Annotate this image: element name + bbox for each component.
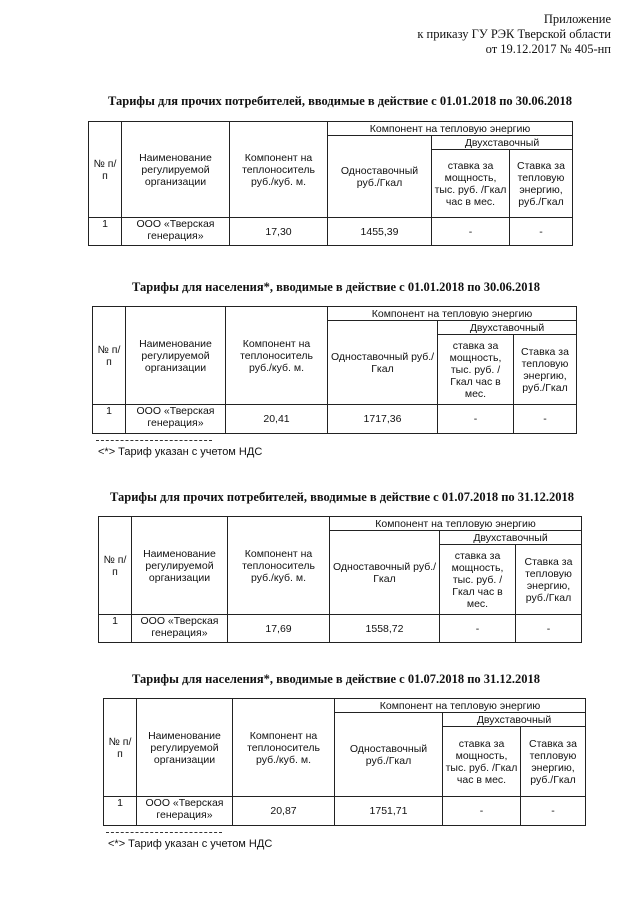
col-header-energy: Компонент на тепловую энергию [328, 307, 577, 321]
col-header-carrier: Компонент на теплоноситель руб./куб. м. [228, 517, 330, 615]
col-header-org: Наименование регулируемой организации [122, 122, 230, 218]
order-date: от 19.12.2017 № 405-нп [485, 42, 611, 56]
col-header-capacity: ставка за мощность, тыс. руб. /Гкал час в мес. [432, 150, 510, 218]
section-title: Тарифы для населения*, вводимые в действие с 01.01.2018 по 30.06.2018 [132, 280, 541, 294]
col-header-energy-rate: Ставка за тепловую энергию, руб./Гкал [516, 545, 582, 615]
col-header-carrier: Компонент на теплоноситель руб./куб. м. [233, 699, 335, 797]
row-carrier: 17,69 [228, 615, 330, 643]
col-header-two-rate: Двухставочный [440, 531, 582, 545]
row-one-rate: 1455,39 [328, 218, 432, 246]
appendix-header [417, 12, 611, 57]
col-header-org: Наименование регулируемой организации [137, 699, 233, 797]
col-header-one-rate: Одноставочный руб./Гкал [330, 531, 440, 615]
tariff-table [98, 516, 582, 643]
col-header-capacity: ставка за мощность, тыс. руб. /Гкал час в мес. [438, 335, 514, 405]
col-header-one-rate: Одноставочный руб./Гкал [328, 321, 438, 405]
row-capacity: - [432, 218, 510, 246]
row-carrier: 20,41 [226, 405, 328, 434]
col-header-num: № п/п [89, 122, 122, 218]
footnote: <*> Тариф указан с учетом НДС [98, 446, 263, 458]
row-capacity: - [443, 797, 521, 826]
section-title: Тарифы для прочих потребителей, вводимые в действие с 01.01.2018 по 30.06.2018 [108, 94, 573, 108]
col-header-two-rate: Двухставочный [432, 136, 573, 150]
col-header-carrier: Компонент на теплоноситель руб./куб. м. [226, 307, 328, 405]
row-org: ООО «Тверская генерация» [137, 797, 233, 826]
table-row [99, 615, 582, 643]
col-header-num: № п/п [99, 517, 132, 615]
col-header-energy-rate: Ставка за тепловую энергию, руб./Гкал [514, 335, 577, 405]
col-header-energy: Компонент на тепловую энергию [328, 122, 573, 136]
footnote-rule [106, 832, 222, 833]
order-reference: к приказу ГУ РЭК Тверской области [417, 27, 611, 41]
section-title: Тарифы для прочих потребителей, вводимые в действие с 01.07.2018 по 31.12.2018 [110, 490, 575, 504]
row-energy-rate: - [514, 405, 577, 434]
row-num: 1 [93, 405, 126, 434]
col-header-two-rate: Двухставочный [443, 713, 586, 727]
row-one-rate: 1558,72 [330, 615, 440, 643]
col-header-energy-rate: Ставка за тепловую энергию, руб./Гкал [510, 150, 573, 218]
row-capacity: - [438, 405, 514, 434]
row-org: ООО «Тверская генерация» [132, 615, 228, 643]
col-header-org: Наименование регулируемой организации [126, 307, 226, 405]
row-one-rate: 1717,36 [328, 405, 438, 434]
row-capacity: - [440, 615, 516, 643]
col-header-carrier: Компонент на теплоноситель руб./куб. м. [230, 122, 328, 218]
footnote: <*> Тариф указан с учетом НДС [108, 838, 273, 850]
row-energy-rate: - [510, 218, 573, 246]
tariff-table [88, 121, 573, 246]
tariff-table [103, 698, 586, 826]
col-header-capacity: ставка за мощность, тыс. руб. /Гкал час в мес. [440, 545, 516, 615]
col-header-energy: Компонент на тепловую энергию [335, 699, 586, 713]
row-org: ООО «Тверская генерация» [126, 405, 226, 434]
row-one-rate: 1751,71 [335, 797, 443, 826]
col-header-num: № п/п [104, 699, 137, 797]
col-header-org: Наименование регулируемой организации [132, 517, 228, 615]
col-header-energy: Компонент на тепловую энергию [330, 517, 582, 531]
col-header-capacity: ставка за мощность, тыс. руб. /Гкал час в мес. [443, 727, 521, 797]
col-header-energy-rate: Ставка за тепловую энергию, руб./Гкал [521, 727, 586, 797]
row-num: 1 [104, 797, 137, 826]
row-num: 1 [99, 615, 132, 643]
footnote-rule [96, 440, 212, 441]
col-header-one-rate: Одноставочный руб./Гкал [328, 136, 432, 218]
row-energy-rate: - [516, 615, 582, 643]
col-header-two-rate: Двухставочный [438, 321, 577, 335]
row-carrier: 17,30 [230, 218, 328, 246]
row-energy-rate: - [521, 797, 586, 826]
table-row [89, 218, 573, 246]
appendix-label: Приложение [543, 12, 611, 26]
tariff-table [92, 306, 577, 434]
row-num: 1 [89, 218, 122, 246]
table-row [93, 405, 577, 434]
col-header-one-rate: Одноставочный руб./Гкал [335, 713, 443, 797]
col-header-num: № п/п [93, 307, 126, 405]
table-row [104, 797, 586, 826]
section-title: Тарифы для населения*, вводимые в действие с 01.07.2018 по 31.12.2018 [132, 672, 541, 686]
row-org: ООО «Тверская генерация» [122, 218, 230, 246]
row-carrier: 20,87 [233, 797, 335, 826]
